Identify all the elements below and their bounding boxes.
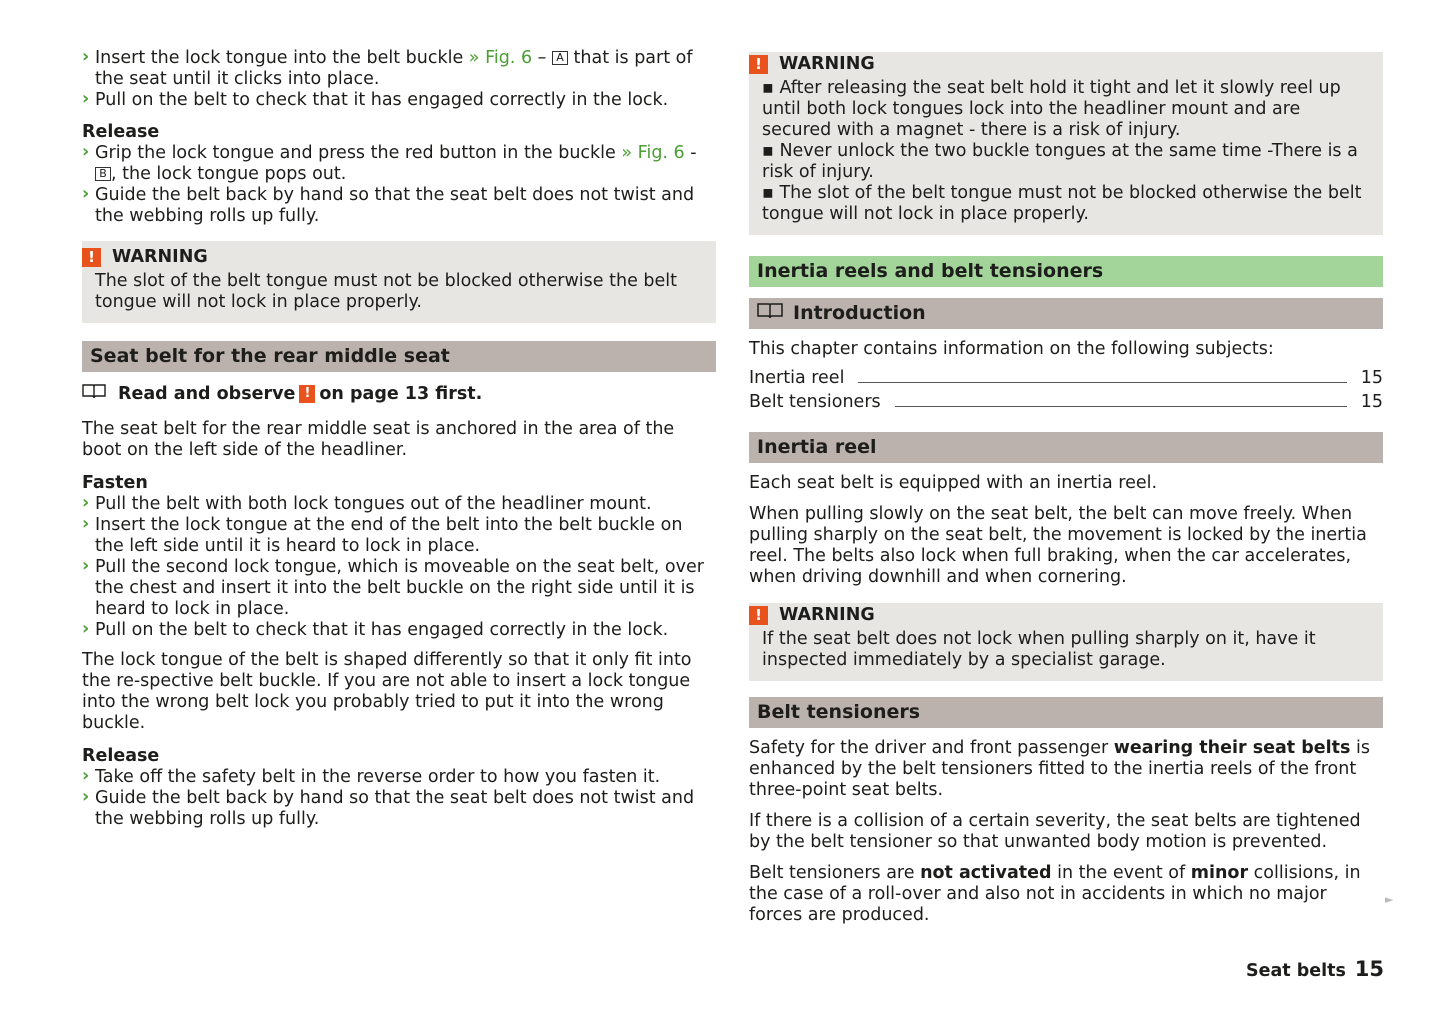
release-block bbox=[82, 122, 716, 227]
read-observe-note: Read and observe ! on page 13 first. bbox=[82, 382, 716, 406]
warning-icon: ! bbox=[749, 606, 768, 625]
release-heading: Release bbox=[82, 122, 160, 142]
step-item: › Guide the belt back by hand so that the seat belt does not twist and the webbing rolls up fully. bbox=[82, 185, 716, 227]
warning-box bbox=[82, 241, 716, 323]
step-item: › Pull on the belt to check that it has engaged correctly in the lock. bbox=[82, 90, 716, 111]
warning-text: The slot of the belt tongue must not be blocked otherwise the belt tongue will not lock in place properly. bbox=[95, 271, 677, 312]
step-item: › Take off the safety belt in the reverse order to how you fasten it. bbox=[82, 767, 716, 788]
chapter-heading: Inertia reels and belt tensioners bbox=[749, 256, 1383, 287]
fasten-steps bbox=[82, 48, 716, 111]
tensioners-heading: Belt tensioners bbox=[749, 697, 1383, 728]
page-footer bbox=[1246, 957, 1384, 981]
page-number: 15 bbox=[1354, 957, 1384, 981]
tensioners-p2: If there is a collision of a certain severity, the seat belts are tightened by the belt tensioner so that unwanted body motion is prevented. bbox=[749, 811, 1361, 852]
section-heading: Seat belt for the rear middle seat bbox=[82, 341, 716, 372]
tensioners-p3: Belt tensioners are not activated in the event of minor collisions, in the case of a roll-over and also not in accidents in which no major forces are produced. bbox=[749, 863, 1361, 925]
toc-entry[interactable]: Inertia reel 15 bbox=[749, 368, 1383, 388]
step-item: › Pull the second lock tongue, which is moveable on the seat belt, over the chest and insert it into the belt buckle on the right side until it is heard to lock in place. bbox=[82, 557, 716, 620]
callout-key-b: B bbox=[95, 167, 111, 181]
step-item: › Insert the lock tongue into the belt buckle » Fig. 6 – A that is part of the seat until it clicks into place. bbox=[82, 48, 716, 90]
warning-title: ! WARNING bbox=[749, 605, 1373, 625]
warning-title: ! WARNING bbox=[749, 54, 1373, 74]
fasten-block bbox=[82, 473, 716, 641]
warning-box bbox=[749, 52, 1383, 235]
inertia-p1: Each seat belt is equipped with an inertia reel. bbox=[749, 473, 1158, 493]
bullet-item: ▪ Never unlock the two buckle tongues at the same time -There is a risk of injury. bbox=[762, 141, 1358, 182]
continue-arrow-icon: ► bbox=[1385, 893, 1394, 906]
intro-text: This chapter contains information on the following subjects: bbox=[749, 339, 1274, 359]
step-item: › Grip the lock tongue and press the red button in the buckle » Fig. 6 - B , the lock tongue pops out. bbox=[82, 143, 716, 185]
right-column bbox=[749, 52, 1383, 936]
warning-text bbox=[762, 78, 1373, 225]
left-column bbox=[82, 48, 716, 841]
bullet-item: ▪ After releasing the seat belt hold it tight and let it slowly reel up until both lock tongues lock into the headliner mount and are secured with a magnet - there is a risk of injury. bbox=[762, 78, 1341, 140]
warning-icon: ! bbox=[749, 55, 768, 74]
note-paragraph: The lock tongue of the belt is shaped differently so that it only fit into the re-spective belt buckle. If you are not able to insert a lock tongue into the wrong belt lock you probably tried to put it into the wrong buckle. bbox=[82, 650, 692, 733]
release-block-2 bbox=[82, 746, 716, 830]
tensioners-p1: Safety for the driver and front passenger wearing their seat belts is enhanced by the belt tensioners fitted to the inertia reels of the front three-point seat belts. bbox=[749, 738, 1370, 800]
figure-link[interactable]: » Fig. 6 bbox=[468, 48, 533, 68]
step-item: › Guide the belt back by hand so that the seat belt does not twist and the webbing rolls up fully. bbox=[82, 788, 716, 830]
warning-text: If the seat belt does not lock when pulling sharply on it, have it inspected immediately by a specialist garage. bbox=[762, 629, 1316, 670]
toc-entry[interactable]: Belt tensioners 15 bbox=[749, 392, 1383, 412]
book-icon bbox=[82, 382, 106, 406]
warning-title: ! WARNING bbox=[82, 247, 706, 267]
toc-list bbox=[749, 366, 1383, 414]
bullet-item: ▪ The slot of the belt tongue must not be blocked otherwise the belt tongue will not lock in place properly. bbox=[762, 183, 1362, 224]
callout-key-a: A bbox=[552, 51, 568, 65]
release-heading: Release bbox=[82, 746, 160, 766]
intro-heading: Introduction bbox=[749, 298, 1383, 329]
fasten-heading: Fasten bbox=[82, 473, 148, 493]
step-item: › Pull the belt with both lock tongues out of the headliner mount. bbox=[82, 494, 716, 515]
step-item: › Insert the lock tongue at the end of the belt into the belt buckle on the left side until it is heard to lock in place. bbox=[82, 515, 716, 557]
figure-link[interactable]: » Fig. 6 bbox=[621, 143, 685, 163]
step-item: › Pull on the belt to check that it has engaged correctly in the lock. bbox=[82, 620, 716, 641]
inertia-p2: When pulling slowly on the seat belt, the belt can move freely. When pulling sharply on the seat belt, the movement is locked by the inertia reel. The belts also lock when full braking, when the car accelerates, when driving downhill and when cornering. bbox=[749, 504, 1367, 587]
warning-box bbox=[749, 603, 1383, 681]
book-icon bbox=[757, 298, 783, 329]
warning-ref-icon[interactable]: ! bbox=[299, 385, 315, 403]
warning-icon: ! bbox=[82, 248, 101, 267]
footer-section: Seat belts bbox=[1246, 961, 1346, 981]
section-intro: The seat belt for the rear middle seat is anchored in the area of the boot on the left side of the headliner. bbox=[82, 419, 675, 460]
inertia-heading: Inertia reel bbox=[749, 432, 1383, 463]
